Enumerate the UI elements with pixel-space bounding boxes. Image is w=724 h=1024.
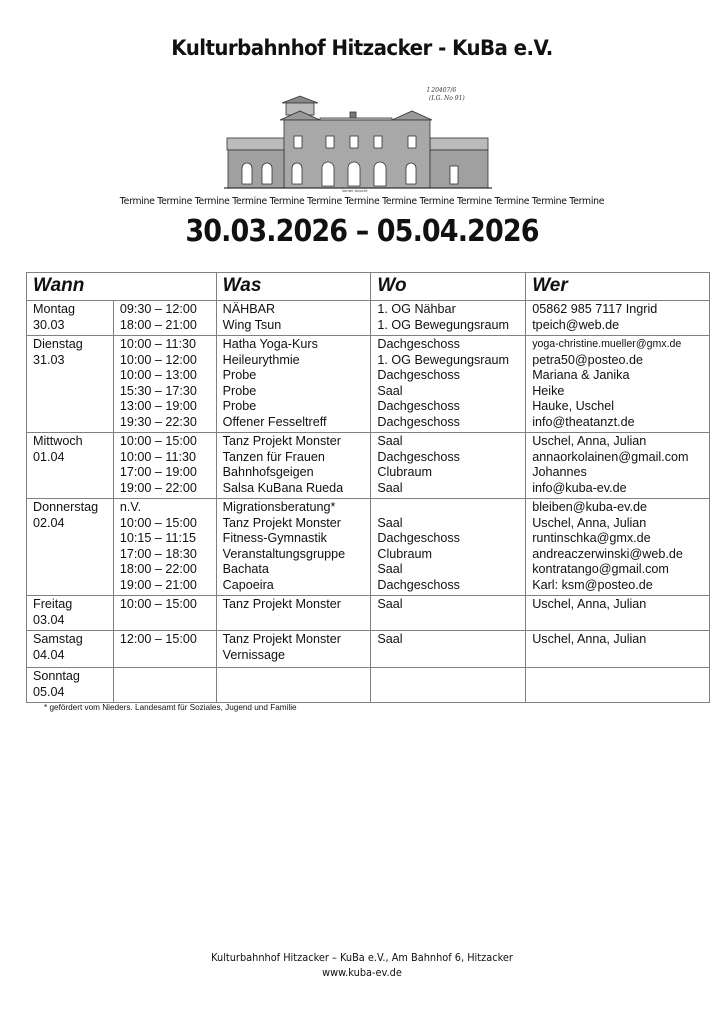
cell-event-line: NÄHBAR — [222, 302, 276, 316]
cell-location-line: Saal — [377, 434, 403, 448]
cell-day — [27, 336, 114, 433]
cell-location-line: Dachgeschoss — [377, 449, 460, 464]
cell-time-line: 10:15 – 11:15 — [119, 531, 196, 545]
cell-time-line: 10:00 – 15:00 — [119, 434, 197, 448]
cell-event-line: Tanz Projekt Monster — [222, 434, 341, 448]
cell-event — [216, 631, 371, 668]
cell-contact-line: Uschel, Anna, Julian — [532, 434, 647, 448]
table-header-row — [27, 273, 710, 301]
cell-contact-line: Uschel, Anna, Julian — [532, 515, 647, 530]
cell-event-line: Tanz Projekt Monster — [222, 597, 341, 611]
cell-time-line: 17:00 – 18:30 — [119, 546, 197, 561]
cell-day-line: Samstag — [33, 632, 83, 646]
cell-day-line: Mittwoch — [33, 434, 83, 448]
cell-day-line: Sonntag — [33, 669, 80, 683]
cell-location-line: Saal — [377, 562, 403, 576]
footer-website[interactable]: www.kuba-ev.de — [322, 967, 402, 979]
cell-contact-line: andreaczerwinski@web.de — [532, 546, 683, 561]
cell-day-line: 02.04 — [33, 515, 65, 530]
cell-contact — [526, 336, 710, 433]
cell-contact — [526, 499, 710, 596]
cell-time-line: 15:30 – 17:30 — [119, 383, 197, 398]
cell-time-line: 10:00 – 11:30 — [119, 449, 196, 464]
cell-day-line: Montag — [33, 302, 76, 316]
cell-location-line — [377, 500, 520, 516]
cell-location-line: 1. OG Bewegungsraum — [377, 317, 509, 332]
cell-event — [216, 668, 371, 703]
table-row — [27, 433, 710, 499]
cell-contact — [526, 631, 710, 668]
cell-event-line: Bachata — [222, 562, 269, 576]
cell-day-line: 30.03 — [33, 317, 65, 332]
cell-day-line: 05.04 — [33, 684, 65, 699]
page-title: Kulturbahnhof Hitzacker - KuBa e.V. — [171, 36, 553, 61]
cell-location-line: Dachgeschoss — [377, 414, 460, 429]
cell-contact-line: info@kuba-ev.de — [532, 480, 627, 495]
table-row — [27, 668, 710, 703]
cell-location-line: 1. OG Nähbar — [377, 302, 456, 316]
cell-day — [27, 631, 114, 668]
cell-location — [371, 336, 526, 433]
cell-time — [113, 499, 216, 596]
cell-time-line: 10:00 – 11:30 — [119, 337, 196, 351]
cell-contact — [526, 433, 710, 499]
cell-day-line: Freitag — [33, 597, 73, 611]
cell-contact-line: Johannes — [532, 465, 587, 479]
cell-event-line: Vernissage — [222, 647, 285, 662]
cell-time-line: 17:00 – 19:00 — [119, 465, 197, 479]
cell-day-line: 01.04 — [33, 449, 65, 464]
header-wann: Wann — [27, 273, 217, 301]
drawing-caption: Vorder Ansicht — [342, 189, 368, 193]
cell-event-line: Salsa KuBana Rueda — [222, 480, 344, 495]
table-row — [27, 596, 710, 631]
cell-contact — [526, 301, 710, 336]
cell-event-line: Offener Fesseltreff — [222, 414, 327, 429]
cell-time — [113, 433, 216, 499]
cell-location — [371, 631, 526, 668]
date-range: 30.03.2026 – 05.04.2026 — [185, 214, 539, 249]
cell-time-line: n.V. — [119, 500, 142, 514]
cell-event — [216, 596, 371, 631]
cell-day — [27, 668, 114, 703]
cell-event — [216, 336, 371, 433]
cell-time-line: 18:00 – 22:00 — [119, 562, 197, 576]
cell-day-line: 04.04 — [33, 647, 65, 662]
cell-location-line: Saal — [377, 383, 403, 398]
cell-day — [27, 596, 114, 631]
cell-event-line: Probe — [222, 368, 257, 382]
cell-contact — [526, 596, 710, 631]
schedule-body — [27, 301, 710, 703]
cell-time — [113, 301, 216, 336]
cell-time — [113, 336, 216, 433]
cell-event-line: Wing Tsun — [222, 317, 282, 332]
header-wo: Wo — [371, 273, 526, 301]
cell-location-line: Dachgeschoss — [377, 399, 460, 413]
footnote: * gefördert vom Nieders. Landesamt für Soziales, Jugend und Familie — [44, 703, 297, 712]
cell-event-line: Tanzen für Frauen — [222, 449, 325, 464]
footer — [25, 951, 698, 981]
cell-day — [27, 499, 114, 596]
cell-location-line: Dachgeschoss — [377, 531, 460, 545]
cell-time — [113, 668, 216, 703]
cell-event-line: Tanz Projekt Monster — [222, 632, 341, 646]
cell-contact-line: bleiben@kuba-ev.de — [532, 500, 647, 514]
cell-contact-line: yoga-christine.mueller@gmx.de — [532, 338, 682, 350]
header-was: Was — [216, 273, 371, 301]
cell-contact-line: Uschel, Anna, Julian — [532, 597, 647, 611]
cell-contact — [526, 668, 710, 703]
cell-location-line: Dachgeschoss — [377, 337, 460, 351]
cell-contact-line: Uschel, Anna, Julian — [532, 632, 647, 646]
cell-event-line: Hatha Yoga-Kurs — [222, 337, 318, 351]
cell-location-line: 1. OG Bewegungsraum — [377, 352, 509, 367]
cell-contact-line: Mariana & Janika — [532, 368, 630, 382]
cell-location-line: Clubraum — [377, 546, 432, 561]
station-building-drawing — [222, 78, 502, 193]
cell-event-line: Fitness-Gymnastik — [222, 531, 327, 545]
cell-contact-line: petra50@posteo.de — [532, 352, 644, 367]
cell-time-line: 19:00 – 22:00 — [119, 480, 197, 495]
cell-location-line: Saal — [377, 597, 403, 611]
cell-time-line: 10:00 – 12:00 — [119, 352, 197, 367]
cell-location — [371, 301, 526, 336]
cell-event-line: Heileurythmie — [222, 352, 300, 367]
cell-time-line: 10:00 – 13:00 — [119, 368, 197, 382]
cell-location-line: Dachgeschoss — [377, 577, 460, 592]
cell-contact-line: tpeich@web.de — [532, 317, 620, 332]
cell-event-line: Probe — [222, 399, 257, 413]
cell-event-line: Bahnhofsgeigen — [222, 465, 314, 479]
cell-event — [216, 301, 371, 336]
cell-location-line: Saal — [377, 632, 403, 646]
svg-text:(I.G. No 91): (I.G. No 91) — [429, 95, 465, 102]
termine-strip: Termine Termine Termine Termine Termine Termine Termine Termine Termine Termine Termine Termine Termine — [119, 196, 605, 207]
cell-location-line: Saal — [377, 480, 403, 495]
cell-day — [27, 433, 114, 499]
cell-time-line: 09:30 – 12:00 — [119, 302, 197, 316]
cell-contact-line: kontratango@gmail.com — [532, 562, 669, 576]
cell-day — [27, 301, 114, 336]
table-row — [27, 499, 710, 596]
cell-contact-line: annaorkolainen@gmail.com — [532, 449, 689, 464]
cell-time-line: 10:00 – 15:00 — [119, 597, 197, 611]
cell-contact-line: info@theatanzt.de — [532, 414, 635, 429]
cell-contact-line: 05862 985 7117 Ingrid — [532, 302, 658, 316]
cell-contact-line: runtinschka@gmx.de — [532, 531, 651, 545]
cell-contact-line: Heike — [532, 383, 565, 398]
cell-event — [216, 433, 371, 499]
cell-day-line: Donnerstag — [33, 500, 99, 514]
table-row — [27, 301, 710, 336]
cell-time-line: 10:00 – 15:00 — [119, 515, 197, 530]
table-row — [27, 336, 710, 433]
cell-location-line: Saal — [377, 515, 403, 530]
cell-event-line: Probe — [222, 383, 257, 398]
cell-day-line: Dienstag — [33, 337, 83, 351]
cell-time-line: 12:00 – 15:00 — [119, 632, 197, 646]
header-wer: Wer — [526, 273, 710, 301]
cell-event-line: Tanz Projekt Monster — [222, 515, 341, 530]
cell-time — [113, 631, 216, 668]
cell-contact-line: Hauke, Uschel — [532, 399, 615, 413]
cell-day-line: 03.04 — [33, 612, 65, 627]
cell-location — [371, 596, 526, 631]
footer-address: Kulturbahnhof Hitzacker – KuBa e.V., Am Bahnhof 6, Hitzacker — [211, 952, 513, 964]
cell-event-line: Migrationsberatung* — [222, 500, 336, 514]
cell-time-line: 13:00 – 19:00 — [119, 399, 197, 413]
schedule-table — [26, 272, 710, 703]
cell-location — [371, 433, 526, 499]
cell-location — [371, 668, 526, 703]
cell-event — [216, 499, 371, 596]
cell-location — [371, 499, 526, 596]
cell-time-line: 19:30 – 22:30 — [119, 414, 197, 429]
svg-text:I 20407/6: I 20407/6 — [427, 87, 457, 94]
cell-contact-line: Karl: ksm@posteo.de — [532, 577, 653, 592]
cell-day-line: 31.03 — [33, 352, 65, 367]
cell-location-line: Clubraum — [377, 465, 432, 479]
cell-time-line: 19:00 – 21:00 — [119, 577, 197, 592]
cell-event-line: Capoeira — [222, 577, 274, 592]
cell-time-line: 18:00 – 21:00 — [119, 317, 197, 332]
cell-event-line: Veranstaltungsgruppe — [222, 546, 346, 561]
table-row — [27, 631, 710, 668]
cell-location-line: Dachgeschoss — [377, 368, 460, 382]
cell-time — [113, 596, 216, 631]
